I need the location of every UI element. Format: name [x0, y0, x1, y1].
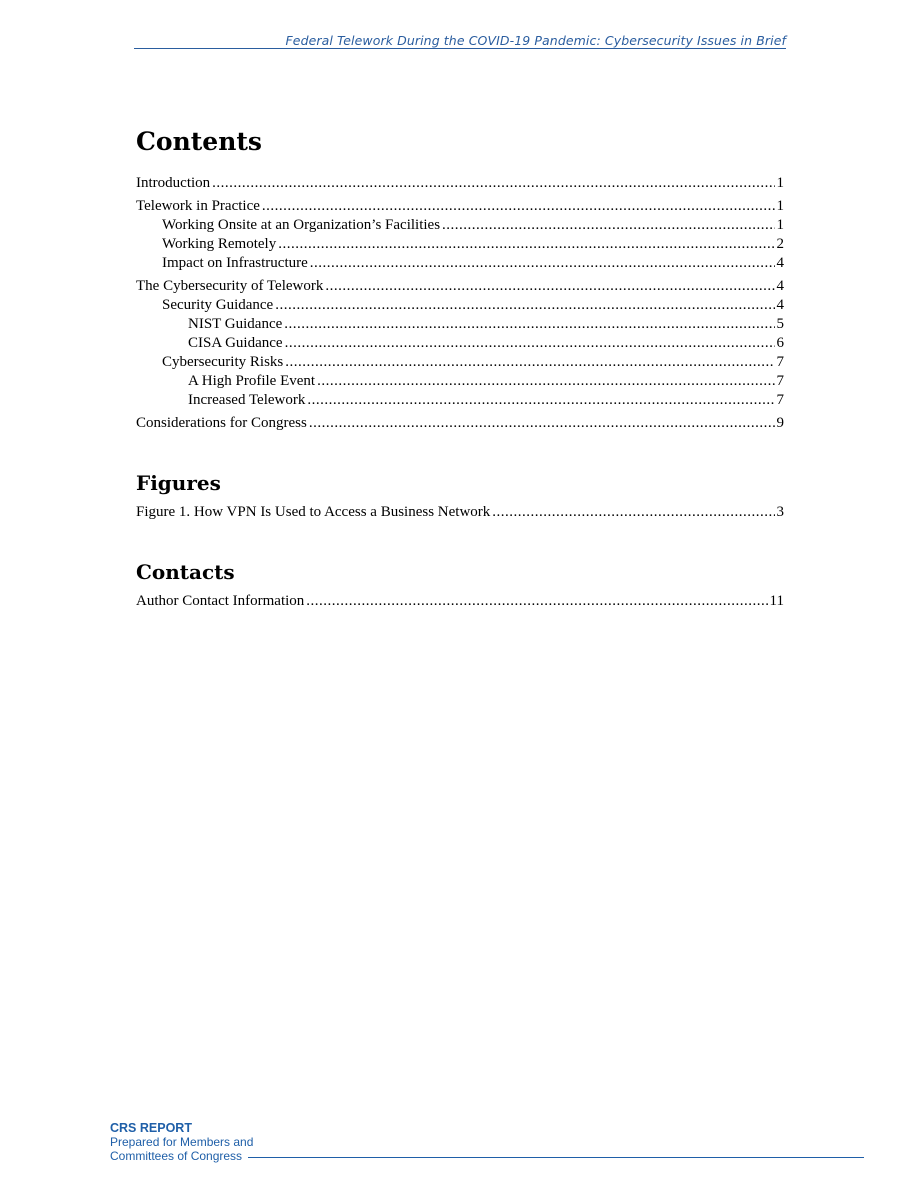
toc-entry-title: NIST Guidance — [188, 316, 283, 332]
toc-leader-dots — [284, 315, 774, 334]
toc-entry[interactable] — [136, 372, 784, 391]
toc-entry-title: Cybersecurity Risks — [162, 354, 284, 370]
toc-leader-dots — [278, 235, 774, 254]
toc-leader-dots — [310, 254, 775, 273]
toc-entry-page: 1 — [776, 175, 784, 191]
toc-entry[interactable] — [136, 503, 784, 522]
toc-entry-title: Working Remotely — [162, 236, 277, 252]
toc-entry-title: Figure 1. How VPN Is Used to Access a Business Network — [136, 504, 491, 520]
toc-entry[interactable] — [136, 414, 784, 433]
toc-entry[interactable] — [136, 334, 784, 353]
toc-leader-dots — [317, 372, 774, 391]
toc-leader-dots — [212, 174, 774, 193]
toc-entry-title: Author Contact Information — [136, 593, 305, 609]
toc-entry[interactable] — [136, 235, 784, 254]
contents-heading: Contents — [136, 127, 263, 156]
toc-entry-title: Security Guidance — [162, 297, 274, 313]
toc-entry[interactable] — [136, 592, 784, 611]
toc-leader-dots — [307, 391, 774, 410]
toc-entry-title: Telework in Practice — [136, 198, 260, 214]
toc-leader-dots — [306, 592, 767, 611]
crs-report-footer — [110, 1121, 253, 1163]
toc-entry[interactable] — [136, 315, 784, 334]
toc-entry[interactable] — [136, 353, 784, 372]
toc-entry-page: 4 — [776, 297, 784, 313]
toc-entry-page: 4 — [776, 278, 784, 294]
toc-entry-title: Considerations for Congress — [136, 415, 307, 431]
toc-entry[interactable] — [136, 296, 784, 315]
toc-entry-page: 9 — [776, 415, 784, 431]
toc-leader-dots — [309, 414, 775, 433]
toc-leader-dots — [275, 296, 774, 315]
toc-leader-dots — [285, 353, 774, 372]
running-header: Federal Telework During the COVID-19 Pandemic: Cybersecurity Issues in Brief — [285, 33, 786, 48]
toc-entry-page: 7 — [776, 373, 784, 389]
toc-leader-dots — [442, 216, 774, 235]
toc-entry[interactable] — [136, 174, 784, 193]
toc-entry-page: 11 — [769, 593, 784, 609]
header-rule — [134, 48, 786, 49]
figures-heading: Figures — [136, 471, 221, 495]
toc-entry-page: 5 — [776, 316, 784, 332]
footer-rule — [248, 1157, 864, 1158]
footer-line-2: Committees of Congress — [110, 1149, 243, 1163]
toc-entry[interactable] — [136, 277, 784, 296]
figures-list — [136, 503, 784, 522]
toc-entry-page: 1 — [776, 217, 784, 233]
toc-entry-title: Working Onsite at an Organization’s Facilities — [162, 217, 441, 233]
toc-leader-dots — [285, 334, 775, 353]
toc-entry-page: 7 — [776, 354, 784, 370]
toc-entry-title: The Cybersecurity of Telework — [136, 278, 324, 294]
toc-leader-dots — [325, 277, 774, 296]
toc-entry[interactable] — [136, 197, 784, 216]
toc-entry-page: 7 — [776, 392, 784, 408]
toc-entry-title: A High Profile Event — [188, 373, 316, 389]
crs-report-brand: CRS REPORT — [110, 1121, 192, 1135]
contents-list — [136, 174, 784, 433]
toc-leader-dots — [492, 503, 774, 522]
toc-entry-page: 6 — [776, 335, 784, 351]
toc-leader-dots — [262, 197, 775, 216]
toc-entry-title: Impact on Infrastructure — [162, 255, 308, 271]
toc-entry[interactable] — [136, 254, 784, 273]
toc-entry-page: 4 — [776, 255, 784, 271]
toc-entry[interactable] — [136, 391, 784, 410]
toc-entry-page: 2 — [776, 236, 784, 252]
contacts-heading: Contacts — [136, 560, 235, 584]
toc-entry-page: 1 — [776, 198, 784, 214]
toc-entry[interactable] — [136, 216, 784, 235]
toc-entry-title: Introduction — [136, 175, 211, 191]
toc-entry-title: CISA Guidance — [188, 335, 283, 351]
toc-entry-page: 3 — [776, 504, 784, 520]
footer-line-1: Prepared for Members and — [110, 1135, 254, 1149]
table-of-contents — [136, 124, 784, 611]
contacts-list — [136, 592, 784, 611]
toc-entry-title: Increased Telework — [188, 392, 306, 408]
